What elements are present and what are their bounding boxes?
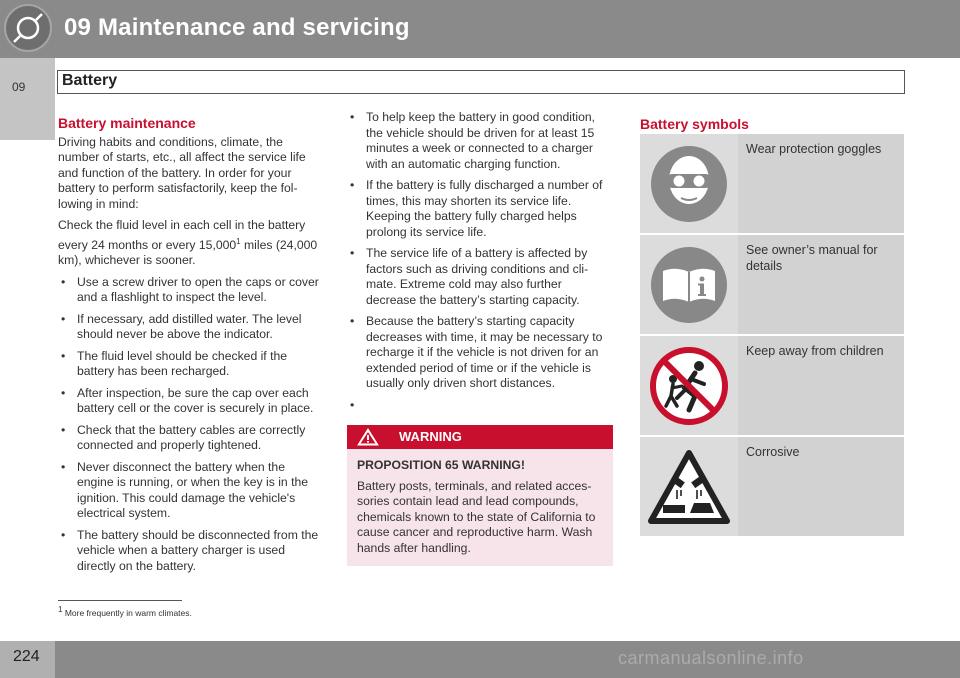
symbol-label: Keep away from children [738, 336, 904, 435]
check-text-a: Check the fluid level in each cell in the battery every 24 months or every 15,000 [58, 218, 306, 252]
footnote-ref: 1 [236, 236, 241, 246]
list-item: • The fluid level should be checked if the battery has been recharged. [61, 348, 288, 379]
list-item: • The battery should be disconnected from the vehicle when a battery charger is used directly on the battery. [61, 527, 319, 573]
chapter-title: 09 Maintenance and servicing [64, 14, 410, 41]
warning-subtitle: PROPOSITION 65 WARNING! [357, 458, 525, 472]
footnote-divider [58, 600, 182, 601]
page-number: 224 [13, 648, 40, 665]
list-item: • To help keep the battery in good condition, the vehicle should be driven for at least 15 minutes a week or connected to a charger with an automatic charging function. [350, 110, 596, 171]
footnote-marker: 1 [58, 605, 63, 614]
chapter-header [0, 0, 960, 58]
column-middle [347, 110, 613, 566]
volvo-logo-icon [4, 4, 52, 52]
maintenance-bullet-list [58, 275, 322, 575]
chapter-tab-number: 09 [12, 80, 26, 94]
symbol-label: Wear protection goggles [738, 134, 904, 233]
list-item: • The service life of a battery is affected by factors such as driving conditions and cli-mate. Extreme cold may also further decrease the battery’s starting capacity. [350, 246, 589, 307]
warning-triangle-icon [357, 428, 379, 446]
list-item: • Use a screw driver to open the caps or cover and a flashlight to inspect the level. [61, 274, 319, 305]
manual-icon [649, 245, 729, 325]
section-title: Battery [62, 72, 118, 89]
warning-header [347, 425, 613, 449]
page-footer [0, 641, 960, 678]
section-title-bar [57, 70, 905, 94]
check-fluid-paragraph [58, 218, 322, 269]
symbol-row [640, 336, 904, 437]
footnote-text: More frequently in warm climates. [62, 607, 192, 618]
no-children-icon [649, 346, 729, 426]
footnote [58, 605, 192, 618]
list-item: • If necessary, add distilled water. The level should never be above the indicator. [61, 311, 302, 342]
warning-label: WARNING [399, 429, 462, 444]
battery-maintenance-heading: Battery maintenance [58, 115, 196, 131]
symbol-label: Corrosive [738, 437, 904, 536]
corrosive-icon [648, 449, 730, 525]
list-item: • Check that the battery cables are correctly connected and properly tightened. [61, 422, 306, 453]
symbol-row [640, 437, 904, 538]
list-item: • Never disconnect the battery when the engine is running, or when the key is in the ignition. This could damage the vehicle's electrical system. [61, 459, 309, 521]
warning-box [347, 425, 613, 566]
condition-bullet-list [347, 110, 613, 413]
list-item: • If the battery is fully discharged a number of times, this may shorten its service life. Keeping the battery fully charged helps prolong its service life. [350, 178, 603, 239]
list-item: • Because the battery’s starting capacity decreases with time, it may be necessary to recharge it if the vehicle is not driven for an extended period of time or if the vehicle is usually only driven short distances. [350, 314, 603, 390]
list-item: • After inspection, be sure the cap over each battery cell or the cover is securely in place. [61, 385, 314, 416]
goggles-icon [649, 144, 729, 224]
battery-symbols-table [640, 134, 904, 538]
battery-symbols-heading: Battery symbols [640, 116, 749, 132]
column-left [58, 116, 322, 580]
warning-body [347, 449, 613, 566]
symbol-row [640, 235, 904, 336]
symbol-row [640, 134, 904, 235]
watermark: carmanualsonline.info [618, 648, 804, 668]
check-text-b: miles (24,000 km), whichever is sooner. [58, 237, 318, 268]
chapter-side-tab [0, 58, 55, 140]
list-item: • [350, 397, 355, 412]
symbol-label: See owner’s manual for details [738, 235, 904, 334]
intro-paragraph: Driving habits and conditions, climate, the number of starts, etc., all affect the service life and function of the battery. In order for your battery to perform satisfactorily, keep the fol-lowing in mind: [58, 134, 306, 211]
warning-text: Battery posts, terminals, and related acces-sories contain lead and lead compounds, chemicals known to the state of California to cause cancer and reproductive harm. Wash hands after handling. [357, 478, 596, 555]
